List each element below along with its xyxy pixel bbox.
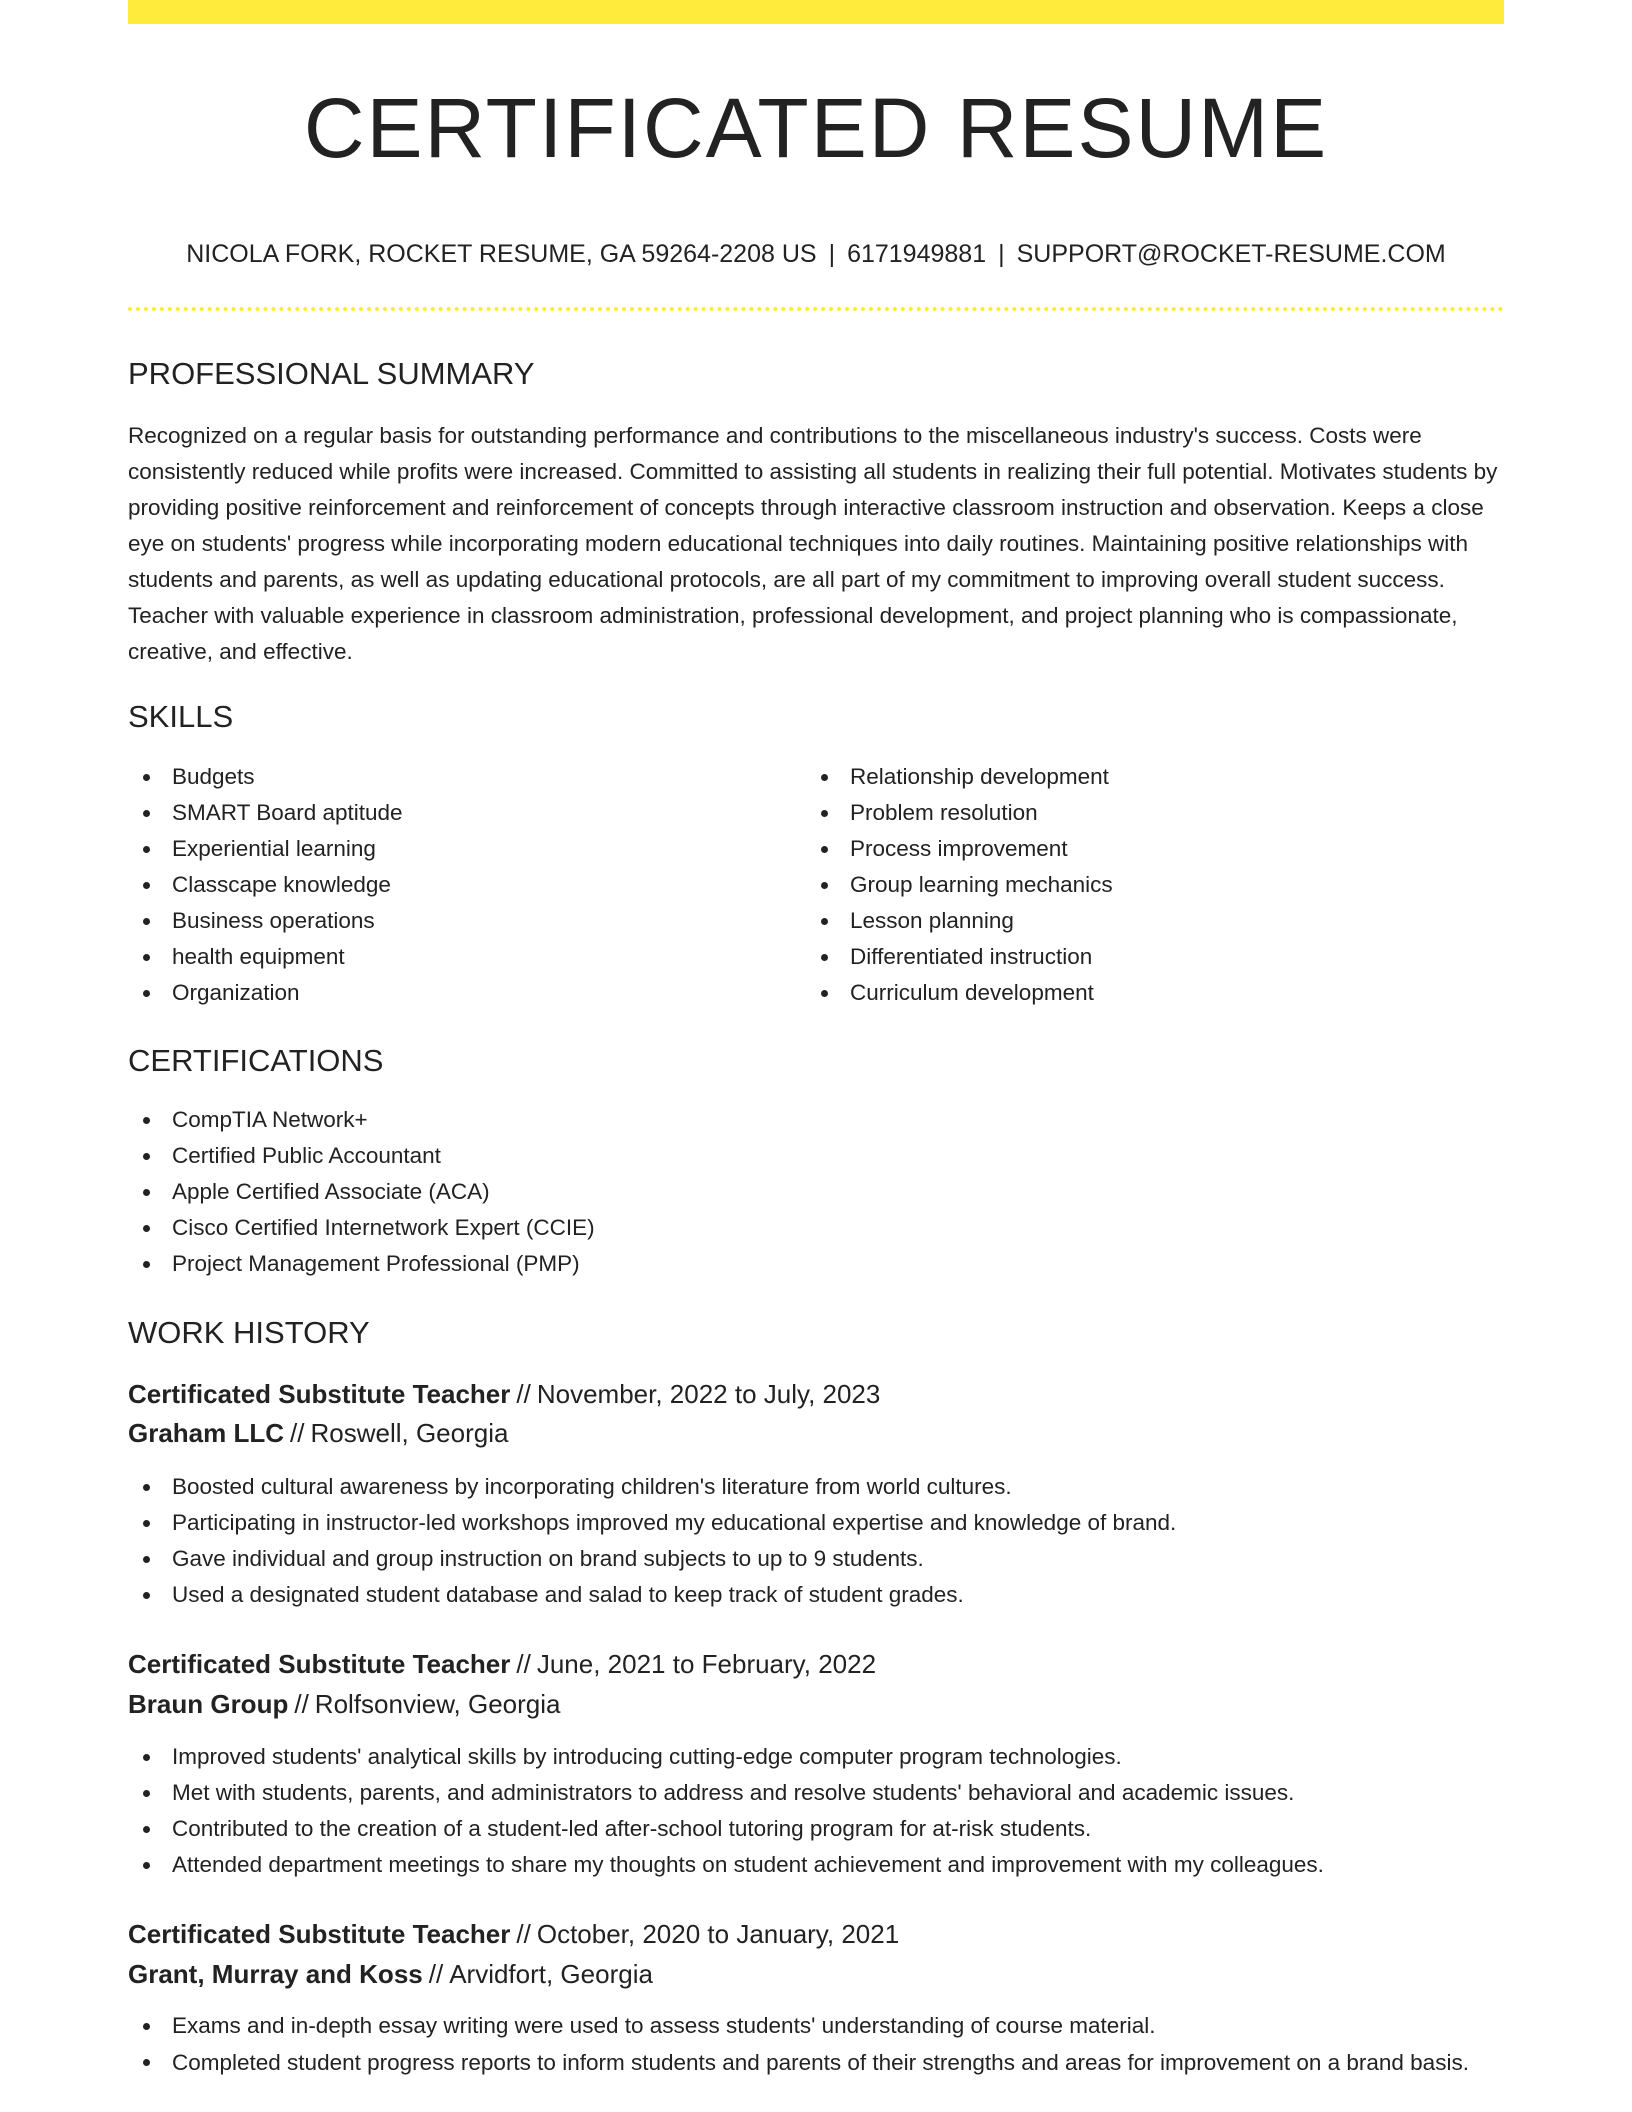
skill-item: Relationship development [806, 759, 1466, 795]
job-title: Certificated Substitute Teacher [128, 1919, 511, 1949]
skill-item: Group learning mechanics [806, 867, 1466, 903]
job-bullet-item: Contributed to the creation of a student-led after-school tutoring program for at-risk students. [128, 1811, 1504, 1847]
job-title: Certificated Substitute Teacher [128, 1379, 511, 1409]
job-bullets [128, 1739, 1504, 1883]
skill-item: Lesson planning [806, 903, 1466, 939]
skill-item: health equipment [128, 939, 788, 975]
job-separator: // [290, 1418, 305, 1448]
skill-item: SMART Board aptitude [128, 795, 788, 831]
skill-item: Differentiated instruction [806, 939, 1466, 975]
certifications-heading: CERTIFICATIONS [128, 1043, 384, 1078]
skills-list-left [128, 759, 788, 1011]
job-bullet-item: Improved students' analytical skills by introducing cutting-edge computer program technologies. [128, 1739, 1504, 1775]
job-bullet-item: Gave individual and group instruction on brand subjects to up to 9 students. [128, 1541, 1504, 1577]
job-separator: // [516, 1919, 531, 1949]
skill-item: Organization [128, 975, 788, 1011]
certification-item: CompTIA Network+ [128, 1102, 928, 1138]
certification-item: Cisco Certified Internetwork Expert (CCIE) [128, 1210, 928, 1246]
job-bullets [128, 2008, 1504, 2082]
job-company: Graham LLC [128, 1418, 285, 1448]
certification-item: Apple Certified Associate (ACA) [128, 1174, 928, 1210]
job-bullet-item: Met with students, parents, and administrators to address and resolve students' behavioral and academic issues. [128, 1775, 1504, 1811]
job-separator: // [428, 1959, 444, 1989]
certification-item: Certified Public Accountant [128, 1138, 928, 1174]
job-bullet-item: Completed student progress reports to inform students and parents of their strengths and areas for improvement on a brand basis. [128, 2044, 1504, 2082]
skills-heading: SKILLS [128, 699, 234, 734]
job-company-line [128, 1685, 560, 1723]
job-company-line [128, 1955, 653, 1993]
summary-heading: PROFESSIONAL SUMMARY [128, 356, 535, 391]
contact-separator: | [998, 240, 1005, 268]
job-company-line [128, 1414, 508, 1452]
job-location: Rolfsonview, Georgia [314, 1689, 561, 1719]
job-bullet-item: Attended department meetings to share my thoughts on student achievement and improvement with my colleagues. [128, 1847, 1504, 1883]
job-separator: // [294, 1689, 309, 1719]
job-bullet-item: Exams and in-depth essay writing were used to assess students' understanding of course material. [128, 2008, 1504, 2044]
skill-item: Classcape knowledge [128, 867, 788, 903]
contact-line [128, 236, 1504, 272]
skill-item: Curriculum development [806, 975, 1466, 1011]
job-location: Roswell, Georgia [310, 1418, 509, 1448]
job-separator: // [516, 1379, 531, 1409]
job-dates: June, 2021 to February, 2022 [536, 1649, 877, 1679]
job-company: Braun Group [128, 1689, 289, 1719]
resume-page [128, 0, 1504, 2112]
job-company: Grant, Murray and Koss [128, 1959, 423, 1989]
contact-phone: 6171949881 [847, 240, 987, 268]
contact-address: NICOLA FORK, ROCKET RESUME, GA 59264-2208 US [186, 240, 817, 268]
skill-item: Budgets [128, 759, 788, 795]
job-bullet-item: Participating in instructor-led workshops improved my educational expertise and knowledge of brand. [128, 1505, 1504, 1541]
contact-separator: | [828, 240, 836, 268]
job-bullet-item: Boosted cultural awareness by incorporating children's literature from world cultures. [128, 1469, 1504, 1505]
skill-item: Business operations [128, 903, 788, 939]
certifications-list [128, 1102, 928, 1282]
contact-email: SUPPORT@ROCKET-RESUME.COM [1016, 240, 1446, 268]
job-bullets [128, 1469, 1504, 1613]
skill-item: Experiential learning [128, 831, 788, 867]
accent-top-bar [128, 0, 1504, 24]
job-title-line [128, 1375, 880, 1413]
skill-item: Process improvement [806, 831, 1466, 867]
job-separator: // [516, 1649, 531, 1679]
work-history-heading: WORK HISTORY [128, 1315, 370, 1350]
job-title: Certificated Substitute Teacher [128, 1649, 511, 1679]
skill-item: Problem resolution [806, 795, 1466, 831]
job-title-line [128, 1645, 876, 1683]
job-dates: October, 2020 to January, 2021 [536, 1919, 900, 1949]
job-bullet-item: Used a designated student database and salad to keep track of student grades. [128, 1577, 1504, 1613]
resume-title: CERTIFICATED RESUME [303, 81, 1329, 175]
job-title-line [128, 1915, 899, 1953]
job-location: Arvidfort, Georgia [449, 1959, 653, 1989]
header-divider [128, 307, 1504, 311]
summary-text: Recognized on a regular basis for outstanding performance and contributions to the miscellaneous industry's success. Costs were consistently reduced while profits were increased. Committed to assisting all students in realizing their full potential. Motivates students by providing positive reinforcement and reinforcement of concepts through interactive classroom instruction and observation. Keeps a close eye on students' progress while incorporating modern educational techniques into daily routines. Maintaining positive relationships with students and parents, as well as updating educational protocols, are all part of my commitment to improving overall student success. Teacher with valuable experience in classroom administration, professional development, and project planning who is compassionate, creative, and effective. [128, 423, 1498, 664]
skills-list-right [806, 759, 1466, 1011]
certification-item: Project Management Professional (PMP) [128, 1246, 928, 1282]
job-dates: November, 2022 to July, 2023 [536, 1379, 881, 1409]
